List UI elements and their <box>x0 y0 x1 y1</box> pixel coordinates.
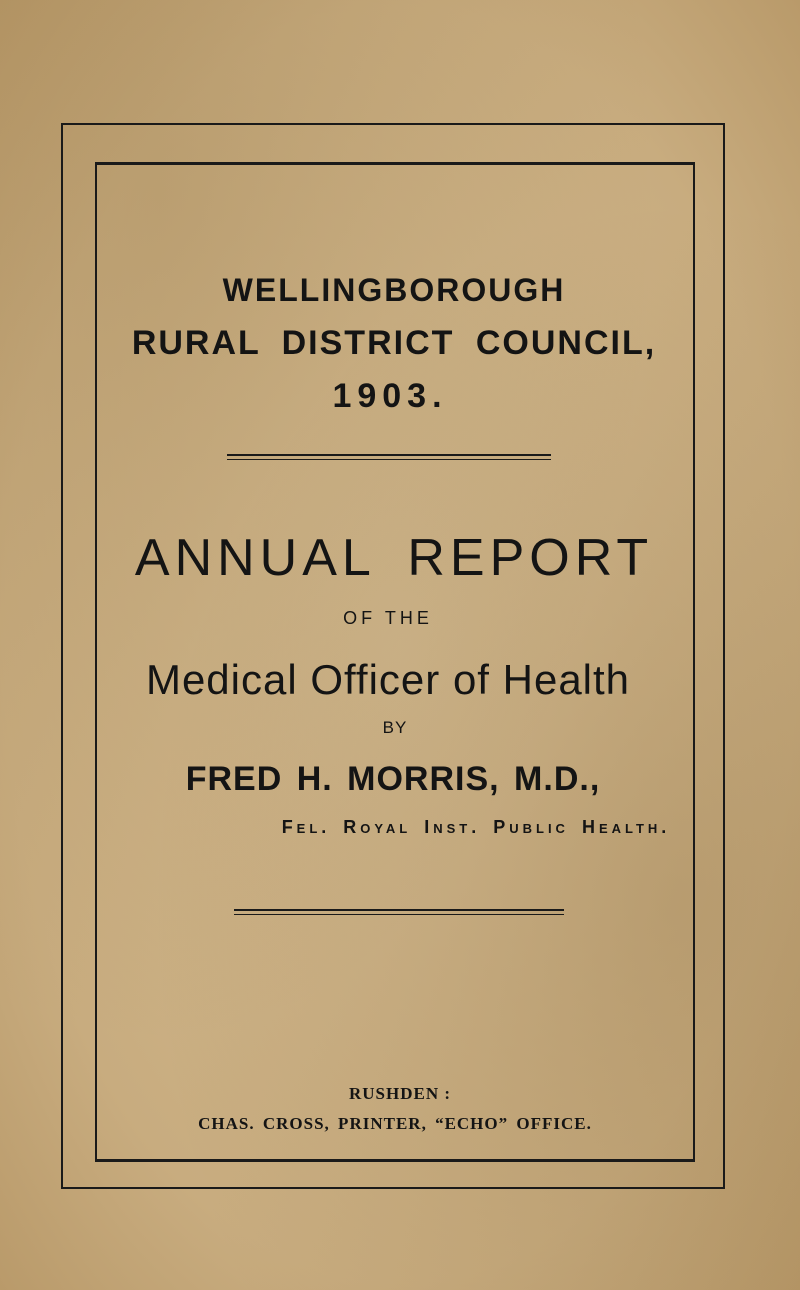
report-subject: Medical Officer of Health <box>145 656 631 703</box>
by-label: BY <box>382 718 408 737</box>
author-name: FRED H. MORRIS, M.D., <box>185 760 601 798</box>
council-name: WELLINGBOROUGH <box>222 272 566 308</box>
imprint-printer: CHAS. CROSS, PRINTER, “ECHO” OFFICE. <box>198 1114 592 1133</box>
council-type: RURAL DISTRICT COUNCIL, <box>131 324 657 362</box>
double-rule-bottom <box>234 909 564 911</box>
author-credentials: Fel. Royal Inst. Public Health. <box>281 817 671 837</box>
of-the-label: OF THE <box>343 608 433 628</box>
report-year: 1903. <box>332 377 448 415</box>
imprint-place: RUSHDEN : <box>348 1084 452 1103</box>
double-rule-top <box>227 454 551 456</box>
report-heading: ANNUAL REPORT <box>134 529 654 587</box>
